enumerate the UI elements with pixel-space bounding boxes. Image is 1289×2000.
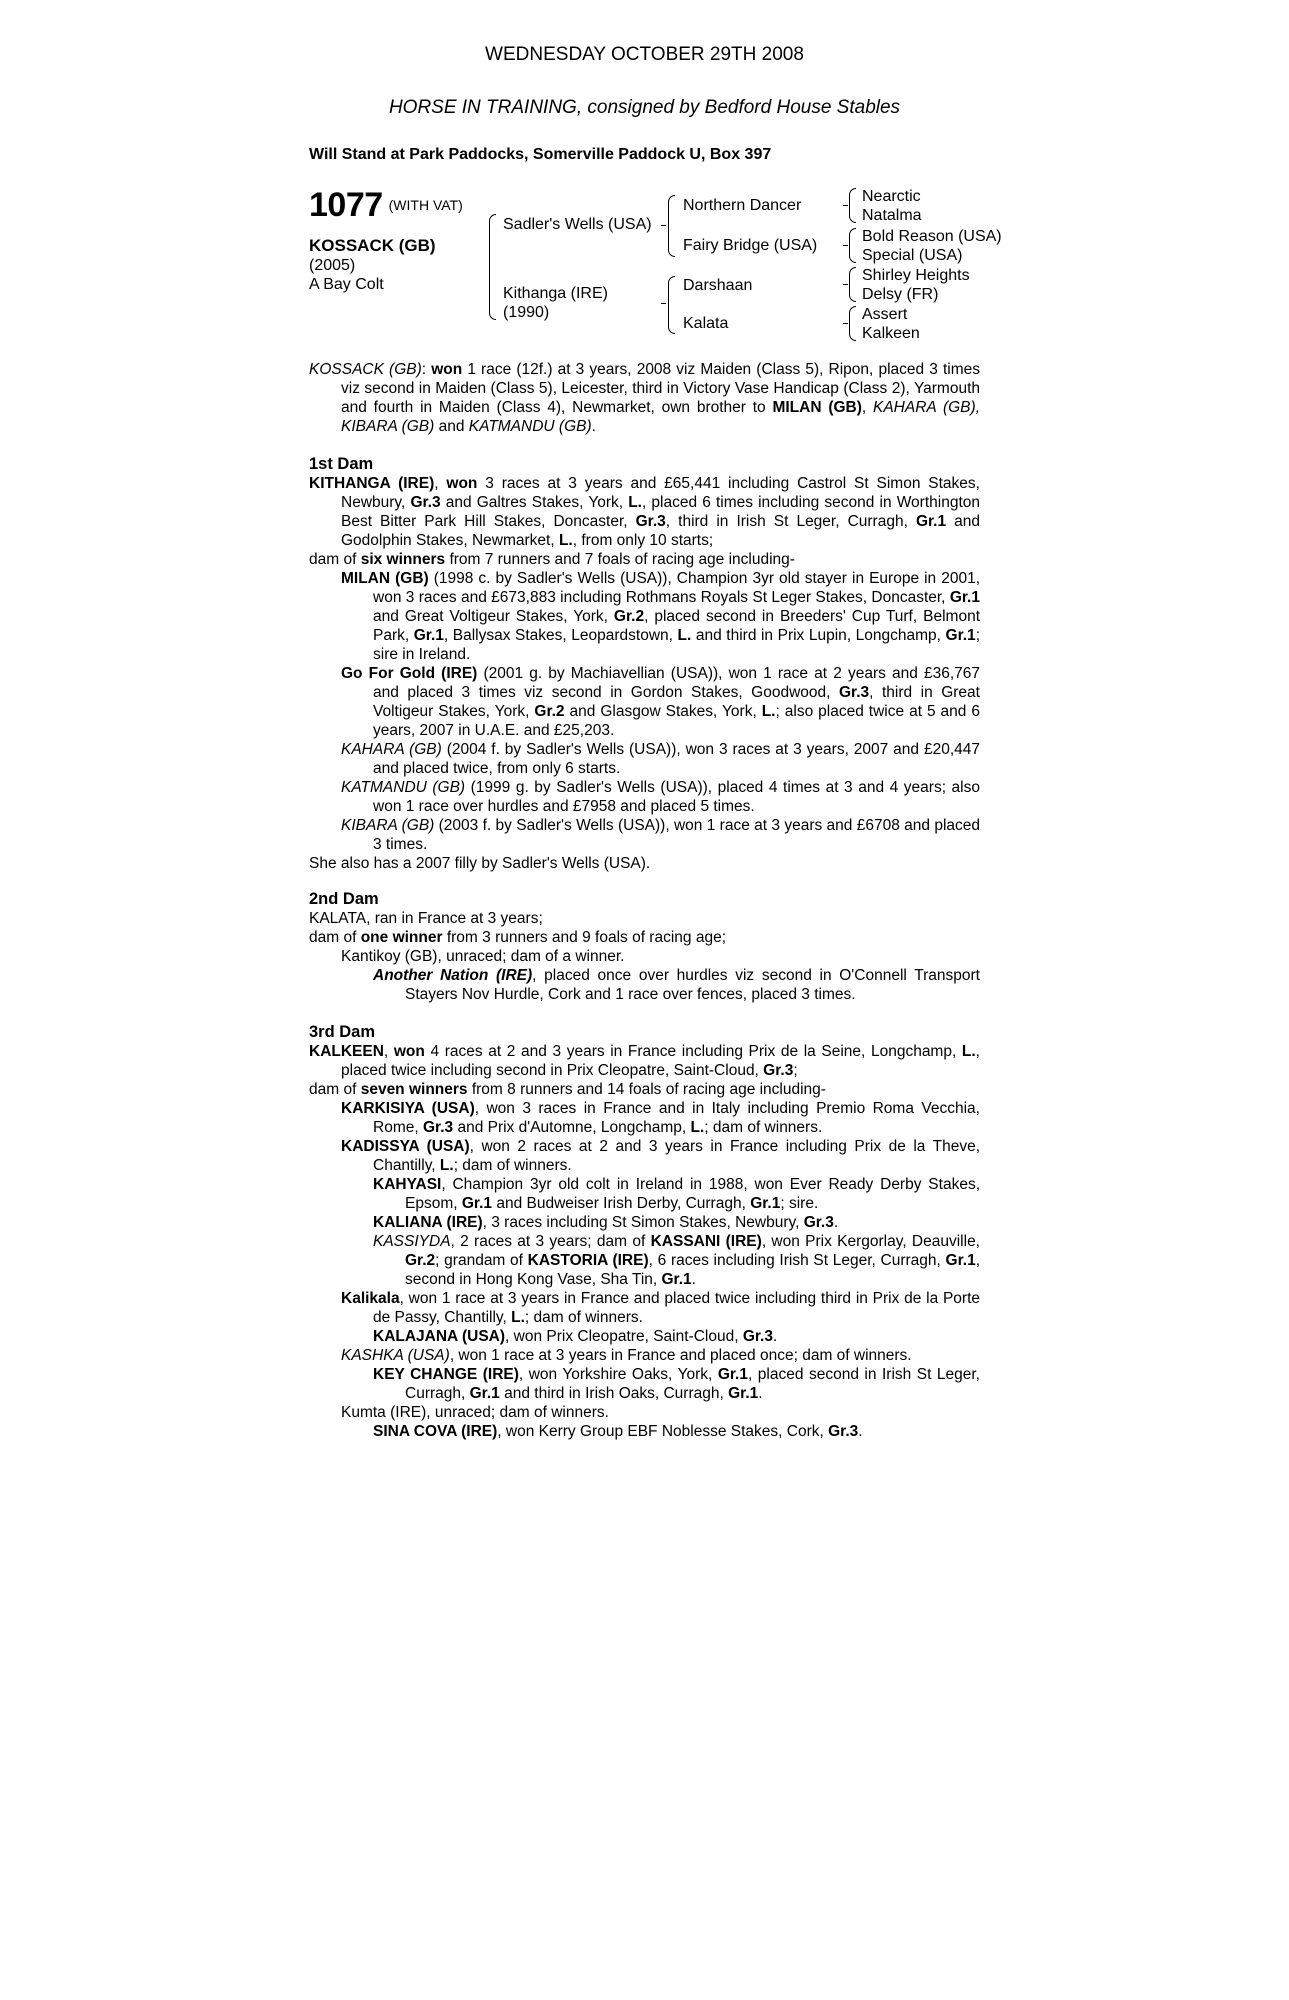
produce-entry: Kalikala, won 1 race at 3 years in France and placed twice including third in Prix de la Porte de Passy, Chantilly, L.; dam of winners. <box>341 1290 980 1326</box>
section-heading: 3rd Dam <box>309 1023 376 1041</box>
pedigree-brace <box>661 225 666 226</box>
produce-entry: Kantikoy (GB), unraced; dam of a winner. <box>341 948 625 965</box>
dam-produce-summary: dam of one winner from 3 runners and 9 foals of racing age; <box>309 929 726 946</box>
produce-note: She also has a 2007 filly by Sadler's Wells (USA). <box>309 855 651 872</box>
pedigree-g3-7: Assert <box>862 306 908 323</box>
pedigree-sire-dam: Fairy Bridge (USA) <box>683 237 818 254</box>
produce-entry: KAHARA (GB) (2004 f. by Sadler's Wells (USA)), won 3 races at 3 years, 2007 and £20,447 and placed twice, from only 6 starts. <box>341 741 980 777</box>
produce-entry: KALAJANA (USA), won Prix Cleopatre, Saint-Cloud, Gr.3. <box>373 1328 778 1345</box>
pedigree-brace <box>668 195 675 257</box>
third-dam-section <box>309 1023 980 1441</box>
racing-record <box>309 360 980 436</box>
produce-entry: KASSIYDA, 2 races at 3 years; dam of KASSANI (IRE), won Prix Kergorlay, Deauville, Gr.2; grandam of KASTORIA (IRE), 6 races including Irish St Leger, Curragh, Gr.1, second in Hong Kong Vase, Sha Tin, Gr.1. <box>373 1233 981 1288</box>
pedigree-dam: Kithanga (IRE) <box>503 285 608 302</box>
produce-entry: KARKISIYA (USA), won 3 races in France and in Italy including Premio Roma Vecchia, Rome, Gr.3 and Prix d'Automne, Longchamp, L.; dam of winners. <box>341 1100 980 1136</box>
dam-record: KALATA, ran in France at 3 years; <box>309 910 543 927</box>
produce-entry: KALIANA (IRE), 3 races including St Simon Stakes, Newbury, Gr.3. <box>373 1214 839 1231</box>
dam-produce-summary: dam of seven winners from 8 runners and 14 foals of racing age including- <box>309 1081 826 1098</box>
produce-entry: Kumta (IRE), unraced; dam of winners. <box>341 1404 609 1421</box>
vat-note: (WITH VAT) <box>388 197 463 213</box>
pedigree-g3-6: Delsy (FR) <box>862 286 939 303</box>
dam-record: KALKEEN, won 4 races at 2 and 3 years in France including Prix de la Seine, Longchamp, L., placed twice including second in Prix Cleopatre, Saint-Cloud, Gr.3; <box>309 1043 980 1079</box>
produce-entry: KADISSYA (USA), won 2 races at 2 and 3 years in France including Prix de la Theve, Chantilly, L.; dam of winners. <box>341 1138 980 1174</box>
horse-name: KOSSACK (GB) <box>309 236 436 255</box>
pedigree-brace <box>849 267 856 302</box>
pedigree-g3-3: Bold Reason (USA) <box>862 228 1002 245</box>
pedigree-brace <box>849 188 856 223</box>
produce-entry: KEY CHANGE (IRE), won Yorkshire Oaks, York, Gr.1, placed second in Irish St Leger, Curragh, Gr.1 and third in Irish Oaks, Curragh, Gr.1. <box>373 1366 980 1402</box>
lot-header <box>309 186 463 225</box>
section-heading: 2nd Dam <box>309 890 379 908</box>
produce-entry: Another Nation (IRE), placed once over hurdles viz second in O'Connell Transport Stayers Nov Hurdle, Cork and 1 race over fences, placed 3 times. <box>373 967 980 1003</box>
pedigree-g3-2: Natalma <box>862 207 922 224</box>
pedigree-g3-1: Nearctic <box>862 188 921 205</box>
horse-year: (2005) <box>309 257 356 274</box>
produce-entry: MILAN (GB) (1998 c. by Sadler's Wells (USA)), Champion 3yr old stayer in Europe in 2001, won 3 races and £673,883 including Rothmans Royals St Leger Stakes, Doncaster, Gr.1 and Great Voltigeur Stakes, York, Gr.2, placed second in Breeders' Cup Turf, Belmont Park, Gr.1, Ballysax Stakes, Leopardstown, L. and third in Prix Lupin, Longchamp, Gr.1; sire in Ireland. <box>341 570 980 663</box>
pedigree-dam-dam: Kalata <box>683 315 729 332</box>
pedigree-brace <box>668 276 675 334</box>
pedigree-brace <box>849 228 856 263</box>
pedigree-dam-sire: Darshaan <box>683 277 753 294</box>
pedigree-g3-8: Kalkeen <box>862 325 920 342</box>
pedigree-g3-4: Special (USA) <box>862 247 963 264</box>
pedigree-brace <box>843 323 848 324</box>
pedigree-brace <box>849 306 856 341</box>
produce-entry: KIBARA (GB) (2003 f. by Sadler's Wells (USA)), won 1 race at 3 years and £6708 and placed 3 times. <box>341 817 981 853</box>
pedigree-brace <box>843 245 848 246</box>
dam-record: KITHANGA (IRE), won 3 races at 3 years and £65,441 including Castrol St Simon Stakes, Newbury, Gr.3 and Galtres Stakes, York, L., placed 6 times including second in Worthington Best Bitter Park Hill Stakes, Doncaster, Gr.3, third in Irish St Leger, Curragh, Gr.1 and Godolphin Stakes, Newmarket, L., from only 10 starts; <box>309 475 981 549</box>
pedigree-brace <box>843 205 848 206</box>
first-dam-section <box>309 455 980 873</box>
consignment-title: HORSE IN TRAINING, consigned by Bedford House Stables <box>388 97 901 118</box>
pedigree-g3-5: Shirley Heights <box>862 267 970 284</box>
dam-produce-summary: dam of six winners from 7 runners and 7 foals of racing age including- <box>309 551 795 568</box>
produce-entry: KATMANDU (GB) (1999 g. by Sadler's Wells (USA)), placed 4 times at 3 and 4 years; also won 1 race over hurdles and £7958 and placed 5 times. <box>341 779 980 815</box>
produce-entry: Go For Gold (IRE) (2001 g. by Machiavellian (USA)), won 1 race at 2 years and £36,767 and placed 3 times viz second in Gordon Stakes, Goodwood, Gr.3, third in Great Voltigeur Stakes, York, Gr.2 and Glasgow Stakes, York, L.; also placed twice at 5 and 6 years, 2007 in U.A.E. and £25,203. <box>341 665 981 739</box>
pedigree-brace <box>843 284 848 285</box>
pedigree-brace <box>661 303 666 304</box>
record-paragraph: KOSSACK (GB): won 1 race (12f.) at 3 years, 2008 viz Maiden (Class 5), Ripon, placed 3 times viz second in Maiden (Class 5), Leicester, third in Victory Vase Handicap (Class 2), Yarmouth and fourth in Maiden (Class 4), Newmarket, own brother to MILAN (GB), KAHARA (GB), KIBARA (GB) and KATMANDU (GB). <box>309 361 980 435</box>
section-heading: 1st Dam <box>309 455 374 473</box>
horse-description: A Bay Colt <box>309 276 384 293</box>
second-dam-section <box>309 890 980 1004</box>
pedigree-brace <box>489 214 496 320</box>
pedigree-sire-sire: Northern Dancer <box>683 197 802 214</box>
lot-number: 1077 <box>309 186 383 224</box>
sale-date: WEDNESDAY OCTOBER 29TH 2008 <box>485 44 804 65</box>
produce-entry: SINA COVA (IRE), won Kerry Group EBF Noblesse Stakes, Cork, Gr.3. <box>373 1423 863 1440</box>
produce-entry: KAHYASI, Champion 3yr old colt in Ireland in 1988, won Ever Ready Derby Stakes, Epsom, Gr.1 and Budweiser Irish Derby, Curragh, Gr.1; sire. <box>373 1176 980 1212</box>
pedigree-dam-year: (1990) <box>503 304 550 321</box>
produce-entry: KASHKA (USA), won 1 race at 3 years in France and placed once; dam of winners. <box>341 1347 912 1364</box>
stand-location: Will Stand at Park Paddocks, Somerville Paddock U, Box 397 <box>309 146 772 163</box>
pedigree-sire: Sadler's Wells (USA) <box>503 216 652 233</box>
